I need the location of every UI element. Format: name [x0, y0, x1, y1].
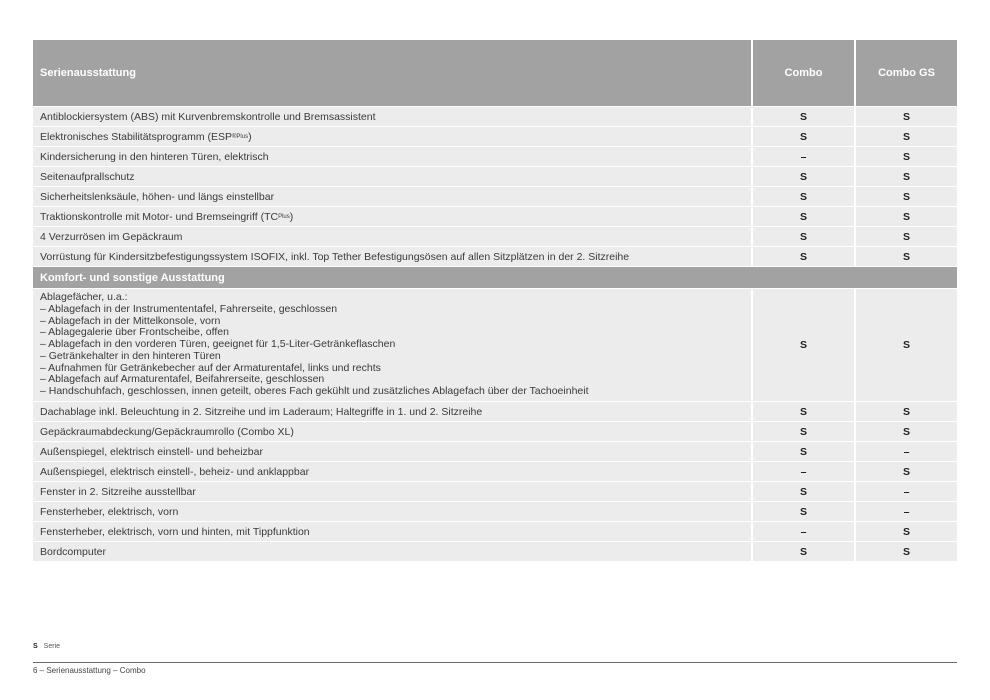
row-label: Elektronisches Stabilitätsprogramm (ESP ®Plus ) — [40, 130, 252, 143]
page-footer: 6 – Serienausstattung – Combo — [33, 666, 146, 675]
row-value-combo: S — [751, 422, 854, 441]
row-label-multiline — [33, 289, 751, 401]
row-line: – Ablagefach auf Armaturentafel, Beifahrerseite, geschlossen — [40, 373, 325, 386]
table-row — [33, 186, 957, 206]
row-value-combo: S — [751, 542, 854, 561]
row-label: Bordcomputer — [40, 545, 106, 558]
legend-text: Serie — [43, 643, 61, 650]
row-line: – Handschuhfach, geschlossen, innen geteilt, oberes Fach gekühlt und zusätzliches Ablagefach über der Tachoeinheit — [40, 385, 589, 398]
table-row — [33, 421, 957, 441]
row-value-combo: S — [751, 402, 854, 421]
row-value-combo: S — [751, 167, 854, 186]
row-value-combo-gs: S — [854, 462, 957, 481]
row-label: Fensterheber, elektrisch, vorn und hinten, mit Tippfunktion — [40, 525, 310, 538]
table-row — [33, 521, 957, 541]
row-value-combo-gs: S — [854, 522, 957, 541]
table-row — [33, 206, 957, 226]
row-label: Fenster in 2. Sitzreihe ausstellbar — [40, 485, 196, 498]
table-row — [33, 106, 957, 126]
row-value-combo-gs: S — [854, 207, 957, 226]
row-value-combo: – — [751, 147, 854, 166]
table-row — [33, 461, 957, 481]
table-row — [33, 226, 957, 246]
row-value-combo-gs: S — [854, 187, 957, 206]
row-line: – Ablagefach in den vorderen Türen, geeignet für 1,5-Liter-Getränkeflaschen — [40, 338, 396, 351]
row-label: Außenspiegel, elektrisch einstell- und beheizbar — [40, 445, 263, 458]
legend-footnote — [33, 643, 60, 650]
row-value-combo: S — [751, 107, 854, 126]
row-value-combo: S — [751, 127, 854, 146]
equipment-table — [33, 40, 957, 561]
row-label: Antiblockiersystem (ABS) mit Kurvenbremskontrolle und Bremsassistent — [40, 110, 376, 123]
row-value-combo: – — [751, 522, 854, 541]
row-label: Gepäckraumabdeckung/Gepäckraumrollo (Combo XL) — [40, 425, 294, 438]
table-row — [33, 146, 957, 166]
table-row — [33, 441, 957, 461]
row-label: Fensterheber, elektrisch, vorn — [40, 505, 179, 518]
row-value-combo-gs: S — [854, 422, 957, 441]
table-row — [33, 126, 957, 146]
row-line: – Ablagefach in der Instrumententafel, Fahrerseite, geschlossen — [40, 302, 338, 315]
row-line: – Ablagefach in der Mittelkonsole, vorn — [40, 314, 221, 327]
table-row — [33, 501, 957, 521]
row-line: – Aufnahmen für Getränkebecher auf der Armaturentafel, links und rechts — [40, 361, 381, 374]
row-value-combo: S — [751, 207, 854, 226]
row-label: Seitenaufprallschutz — [40, 170, 135, 183]
row-line: – Getränkehalter in den hinteren Türen — [40, 349, 221, 362]
row-value-combo: S — [751, 502, 854, 521]
header-col-combo: Combo — [751, 40, 854, 106]
row-value-combo: S — [751, 482, 854, 501]
row-value-combo-gs: S — [854, 147, 957, 166]
row-line: – Ablagegalerie über Frontscheibe, offen — [40, 326, 229, 339]
legend-key: S — [33, 643, 38, 650]
row-value-combo-gs: S — [854, 542, 957, 561]
row-value-combo-gs: S — [854, 127, 957, 146]
row-value-combo: S — [751, 187, 854, 206]
row-value-combo-gs: S — [854, 402, 957, 421]
footer-divider — [33, 662, 957, 663]
row-label: Traktionskontrolle mit Motor- und Bremseingriff (TC Plus ) — [40, 210, 294, 223]
header-col-combo-gs: Combo GS — [854, 40, 957, 106]
row-value-combo: S — [751, 442, 854, 461]
row-value-combo-gs: S — [854, 167, 957, 186]
row-value-combo-gs: S — [854, 289, 957, 401]
table-row — [33, 481, 957, 501]
row-value-combo: S — [751, 227, 854, 246]
table-header — [33, 40, 957, 106]
row-label: Außenspiegel, elektrisch einstell-, beheiz- und anklappbar — [40, 465, 310, 478]
row-line: Ablagefächer, u.a.: — [40, 290, 128, 303]
row-value-combo: S — [751, 289, 854, 401]
row-value-combo-gs: – — [854, 442, 957, 461]
table-row — [33, 246, 957, 266]
table-row — [33, 166, 957, 186]
section-title: Komfort- und sonstige Ausstattung — [40, 271, 225, 284]
row-label: 4 Verzurrösen im Gepäckraum — [40, 230, 183, 243]
section-header — [33, 266, 957, 288]
row-value-combo-gs: – — [854, 502, 957, 521]
row-value-combo: S — [751, 247, 854, 266]
row-value-combo-gs: S — [854, 247, 957, 266]
row-value-combo-gs: S — [854, 227, 957, 246]
row-label: Kindersicherung in den hinteren Türen, elektrisch — [40, 150, 269, 163]
row-value-combo: – — [751, 462, 854, 481]
row-value-combo-gs: – — [854, 482, 957, 501]
table-row — [33, 401, 957, 421]
row-value-combo-gs: S — [854, 107, 957, 126]
row-label: Sicherheitslenksäule, höhen- und längs einstellbar — [40, 190, 275, 203]
table-row — [33, 541, 957, 561]
row-label: Vorrüstung für Kindersitzbefestigungssystem ISOFIX, inkl. Top Tether Befestigungsösen auf allen Sitzplätzen in der 2. Sitzreihe — [40, 250, 630, 263]
table-row — [33, 288, 957, 401]
row-label: Dachablage inkl. Beleuchtung in 2. Sitzreihe und im Laderaum; Haltegriffe in 1. und 2. Sitzreihe — [40, 405, 483, 418]
header-label: Serienausstattung — [40, 67, 136, 79]
